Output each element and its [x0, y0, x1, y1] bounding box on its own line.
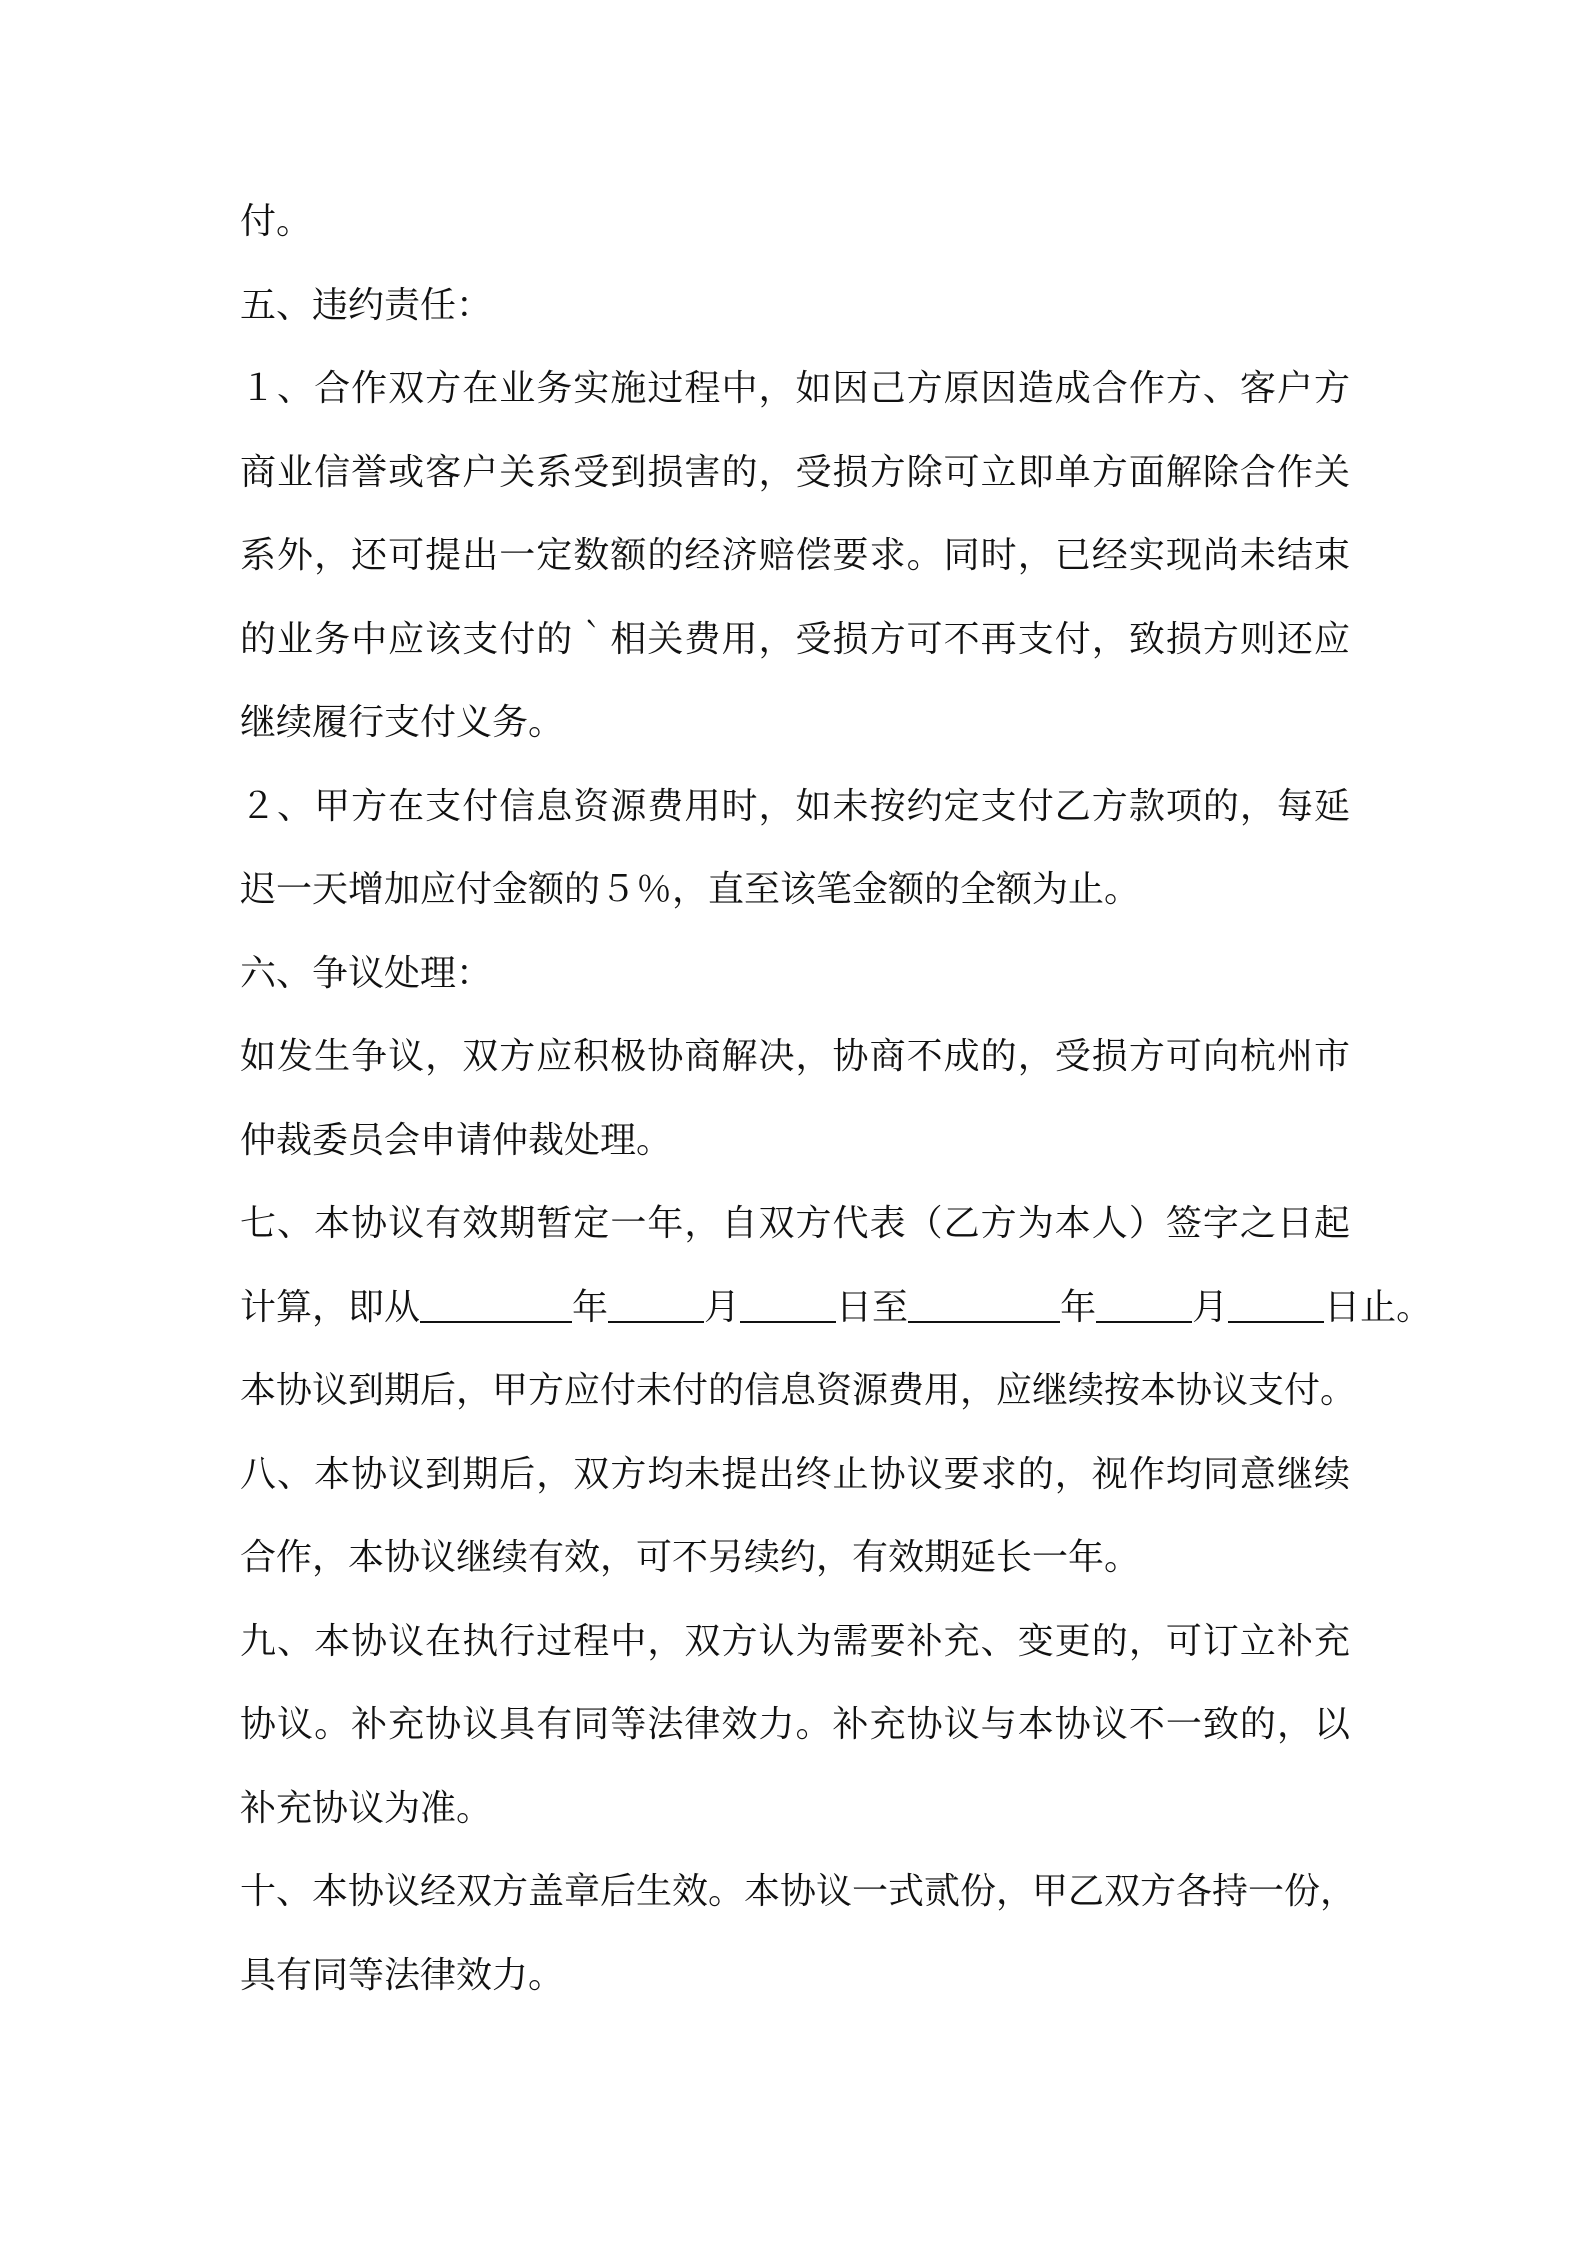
text-line: 仲裁委员会申请仲裁处理。 [240, 1119, 673, 1161]
end-day-label: 日止。 [1324, 1286, 1433, 1328]
text-line: 本协议到期后，甲方应付未付的信息资源费用，应继续按本协议支付。 [240, 1370, 1357, 1411]
document-body [240, 180, 1433, 2017]
text-line: 系外，还可提出一定数额的经济赔偿要求。同时，已经实现尚未结束 [240, 535, 1350, 576]
text-line: 九、本协议在执行过程中，双方认为需要补充、变更的，可订立补充 [240, 1620, 1350, 1662]
text-line: 协议。补充协议具有同等法律效力。补充协议与本协议不一致的，以 [240, 1704, 1350, 1745]
text-line: 十、本协议经双方盖章后生效。本协议一式贰份，甲乙双方各持一份， [240, 1871, 1357, 1912]
end-month-label: 月 [1192, 1286, 1229, 1328]
text-line: 付。 [240, 201, 313, 242]
text-line: ２、甲方在支付信息资源费用时，如未按约定支付乙方款项的，每延 [240, 785, 1350, 827]
end-month-blank[interactable] [1096, 1285, 1192, 1323]
text-line: 的业务中应该支付的｀相关费用，受损方可不再支付，致损方则还应 [240, 618, 1350, 660]
text-line: 迟一天增加应付金额的５％，直至该笔金额的全额为止。 [240, 869, 1141, 910]
text-line: 商业信誉或客户关系受到损害的，受损方除可立即单方面解除合作关 [240, 451, 1350, 493]
date-range-line [240, 1266, 1433, 1350]
text-line: 八、本协议到期后，双方均未提出终止协议要求的，视作均同意继续 [240, 1453, 1350, 1495]
text-line: 具有同等法律效力。 [240, 1954, 565, 1996]
text-line: 七、本协议有效期暂定一年，自双方代表（乙方为本人）签字之日起 [240, 1203, 1350, 1244]
date-prefix: 计算，即从 [240, 1286, 421, 1328]
section-heading-breach: 五、违约责任： [240, 284, 493, 326]
start-month-label: 月 [704, 1286, 741, 1328]
end-day-blank[interactable] [1228, 1285, 1324, 1323]
text-line: 继续履行支付义务。 [240, 702, 565, 743]
end-year-label: 年 [1060, 1286, 1097, 1328]
text-line: 补充协议为准。 [240, 1787, 493, 1829]
start-month-blank[interactable] [608, 1285, 704, 1323]
start-day-blank[interactable] [740, 1285, 836, 1323]
start-year-label: 年 [572, 1286, 609, 1328]
text-line: 如发生争议，双方应积极协商解决，协商不成的，受损方可向杭州市 [240, 1036, 1350, 1077]
text-line: 合作，本协议继续有效，可不另续约，有效期延长一年。 [240, 1537, 1141, 1578]
start-day-to-label: 日至 [836, 1286, 909, 1328]
section-heading-dispute: 六、争议处理： [240, 952, 493, 994]
text-line: １、合作双方在业务实施过程中，如因己方原因造成合作方、客户方 [240, 368, 1350, 409]
start-year-blank[interactable] [420, 1285, 572, 1323]
end-year-blank[interactable] [908, 1285, 1060, 1323]
